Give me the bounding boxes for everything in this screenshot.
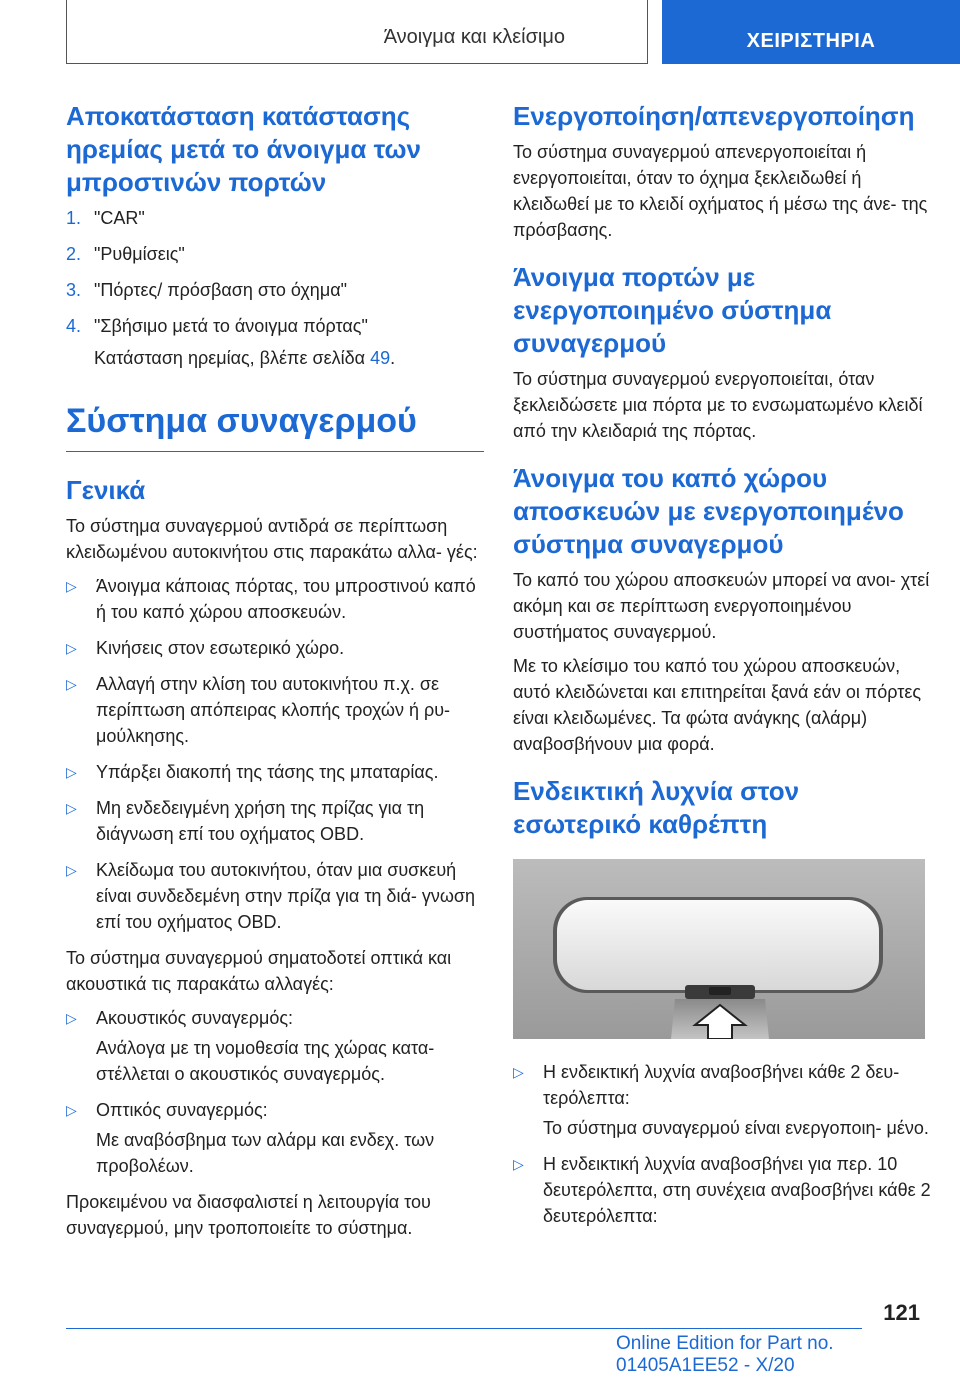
list-item: ▷ Κινήσεις στον εσωτερικό χώρο. bbox=[66, 635, 484, 661]
triangle-right-icon: ▷ bbox=[513, 1156, 524, 1172]
triangle-right-icon: ▷ bbox=[66, 676, 77, 692]
triangle-right-icon: ▷ bbox=[66, 1010, 77, 1026]
triangle-right-icon: ▷ bbox=[66, 640, 77, 656]
title-divider bbox=[66, 451, 484, 452]
triangle-right-icon: ▷ bbox=[66, 578, 77, 594]
list-item: ▷ Άνοιγμα κάποιας πόρτας, του μπροστινού καπό ή του καπό χώρου αποσκευών. bbox=[66, 573, 484, 625]
doors-heading: Άνοιγμα πορτών με ενεργοποιημένο σύστημα συναγερμού bbox=[513, 262, 832, 358]
list-item: ▷ Η ενδεικτική λυχνία αναβοσβήνει για περ. 10 δευτερόλεπτα, στη συνέχεια αναβοσβήνει κάθε 2 δευτερόλεπτα: bbox=[513, 1151, 931, 1229]
general-heading: Γενικά bbox=[66, 475, 146, 505]
list-item: ▷ Οπτικός συναγερμός: Με αναβόσβημα των αλάρμ και ενδεχ. των προβολέων. bbox=[66, 1097, 484, 1179]
triangle-right-icon: ▷ bbox=[66, 862, 77, 878]
right-column bbox=[513, 100, 931, 1239]
left-column bbox=[66, 100, 484, 1249]
step-item: 1. "CAR" bbox=[66, 208, 145, 228]
alarm-system-title: Σύστημα συναγερμού bbox=[66, 402, 417, 440]
indicator-list bbox=[513, 1059, 931, 1229]
footer-divider bbox=[66, 1328, 862, 1329]
list-item: ▷ Ακουστικός συναγερμός: Ανάλογα με τη νομοθεσία της χώρας κατα- στέλλεται ο ακουστικός συναγερμός. bbox=[66, 1005, 484, 1087]
trunk-text-2: Με το κλείσιμο του καπό του χώρου αποσκευών, αυτό κλειδώνεται και επιτηρείται ξανά εάν οι πόρτες είναι κλειδωμένες. Τα φώτα ανάγκης (αλάρμ) αναβοσβήνουν μια φορά. bbox=[513, 656, 922, 754]
header-chapter-tab: ΧΕΙΡΙΣΤΗΡΙΑ bbox=[662, 0, 960, 64]
triangle-right-icon: ▷ bbox=[66, 1102, 77, 1118]
indicator-heading: Ενδεικτική λυχνία στον εσωτερικό καθρέπτη bbox=[513, 776, 800, 839]
signal-intro: Το σύστημα συναγερμού σηματοδοτεί οπτικά και ακουστικά τις παρακάτω αλλαγές: bbox=[66, 948, 452, 994]
signal-list bbox=[66, 1005, 484, 1179]
triangle-right-icon: ▷ bbox=[66, 800, 77, 816]
list-item: ▷ Υπάρξει διακοπή της τάσης της μπαταρίας. bbox=[66, 759, 484, 785]
step-item: 4. "Σβήσιμο μετά το άνοιγμα πόρτας" bbox=[66, 316, 368, 336]
page-number: 121 bbox=[883, 1300, 920, 1325]
footer-edition: Online Edition for Part no. 01405A1EE52 - X/20 bbox=[616, 1333, 834, 1376]
closing-text: Προκειμένου να διασφαλιστεί η λειτουργία του συναγερμού, μην τροποποιείτε το σύστημα. bbox=[66, 1192, 431, 1238]
page-link[interactable]: 49 bbox=[370, 348, 391, 368]
header-section-title: Άνοιγμα και κλείσιμο bbox=[383, 26, 565, 48]
list-item: ▷ Αλλαγή στην κλίση του αυτοκινήτου π.χ. σε περίπτωση απόπειρας κλοπής τροχών ή ρυ- μούλκησης. bbox=[66, 671, 484, 749]
doors-text: Το σύστημα συναγερμού ενεργοποιείται, όταν ξεκλειδώσετε μια πόρτα με το ενσωματωμένο κλειδί από την κλειδαριά της πόρτας. bbox=[513, 369, 923, 441]
list-item: ▷ Μη ενδεδειγμένη χρήση της πρίζας για τη διάγνωση επί του οχήματος OBD. bbox=[66, 795, 484, 847]
activation-text: Το σύστημα συναγερμού απενεργοποιείται ή ενεργοποιείται, όταν το όχημα ξεκλειδωθεί ή κλειδωθεί με το κλειδί οχήματος ή μέσω της άνε- της πρόσβασης. bbox=[513, 142, 928, 240]
step-item: 2. "Ρυθμίσεις" bbox=[66, 244, 185, 264]
trunk-heading: Άνοιγμα του καπό χώρου αποσκευών με ενεργοποιημένο σύστημα συναγερμού bbox=[513, 463, 904, 559]
general-intro: Το σύστημα συναγερμού αντιδρά σε περίπτωση κλειδωμένου αυτοκινήτου στις παρακάτω αλλα- γές: bbox=[66, 516, 478, 562]
activation-heading: Ενεργοποίηση/απενεργοποίηση bbox=[513, 101, 915, 131]
step-item: 3. "Πόρτες/ πρόσβαση στο όχημα" bbox=[66, 280, 347, 300]
restore-steps bbox=[66, 205, 484, 339]
header-frame bbox=[66, 0, 648, 64]
general-list bbox=[66, 573, 484, 935]
list-item: ▷ Η ενδεικτική λυχνία αναβοσβήνει κάθε 2 δευ- τερόλεπτα: Το σύστημα συναγερμού είναι ενεργοποιη- μένο. bbox=[513, 1059, 931, 1141]
restore-heading: Αποκατάσταση κατάστασης ηρεμίας μετά το άνοιγμα των μπροστινών πορτών bbox=[66, 101, 421, 197]
list-item: ▷ Κλείδωμα του αυτοκινήτου, όταν μια συσκευή είναι συνδεδεμένη στην πρίζα για τη διά- γνωση επί του οχήματος OBD. bbox=[66, 857, 484, 935]
triangle-right-icon: ▷ bbox=[513, 1064, 524, 1080]
rearview-mirror-image bbox=[513, 859, 925, 1039]
triangle-right-icon: ▷ bbox=[66, 764, 77, 780]
trunk-text-1: Το καπό του χώρου αποσκευών μπορεί να ανοι- χτεί ακόμη και σε περίπτωση ενεργοποιημένου συστήματος συναγερμού. bbox=[513, 570, 930, 642]
steps-note: Κατάσταση ηρεμίας, βλέπε σελίδα 49. bbox=[94, 348, 396, 368]
